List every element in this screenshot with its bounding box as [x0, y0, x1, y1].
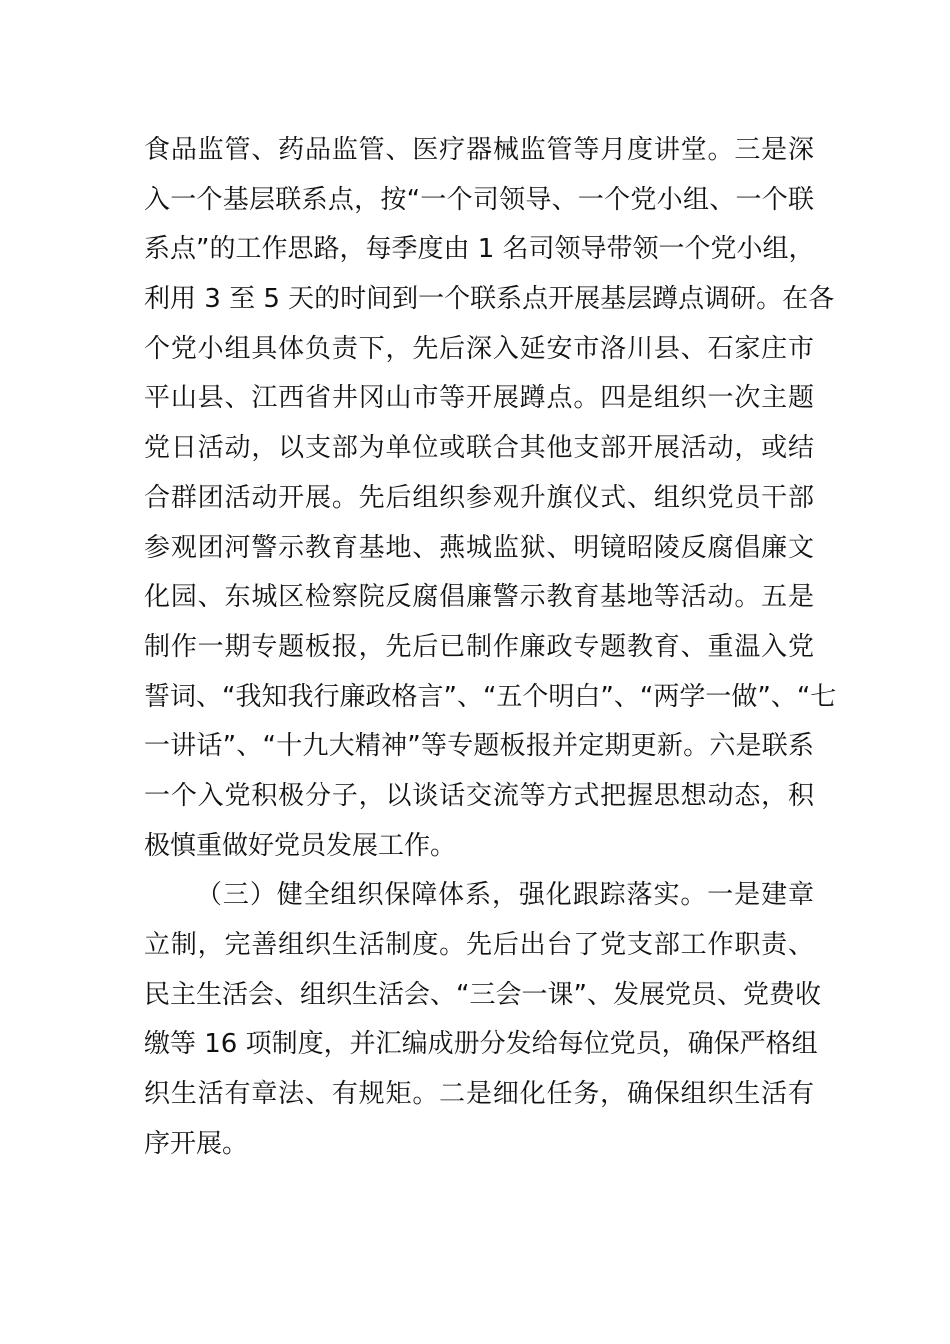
paragraph-end-line: 序开展。 [144, 1128, 249, 1159]
text-line: 系点”的工作思路，每季度由 1 名司领导带领一个党小组， [144, 234, 815, 265]
text-line: 织生活有章法、有规矩。二是细化任务，确保组织生活有 [144, 1079, 814, 1110]
text-line: 一讲话”、“十九大精神”等专题板报并定期更新。六是联系 [144, 731, 814, 762]
text-line: 入一个基层联系点，按“一个司领导、一个党小组、一个联 [144, 184, 814, 215]
text-line: 缴等 16 项制度，并汇编成册分发给每位党员，确保严格组 [144, 1029, 818, 1060]
text-line: 参观团河警示教育基地、燕城监狱、明镜昭陵反腐倡廉文 [144, 532, 814, 563]
text-line: 民主生活会、组织生活会、“三会一课”、发展党员、党费收 [144, 979, 821, 1010]
text-line: 党日活动，以支部为单位或联合其他支部开展活动，或结 [144, 433, 814, 464]
text-line: 一个入党积极分子，以谈话交流等方式把握思想动态，积 [144, 780, 814, 811]
paragraph-end-line: 极慎重做好党员发展工作。 [144, 830, 457, 861]
document-body [144, 126, 837, 1169]
text-line: 利用 3 至 5 天的时间到一个联系点开展基层蹲点调研。在各 [144, 284, 835, 315]
text-line: 平山县、江西省井冈山市等开展蹲点。四是组织一次主题 [144, 383, 814, 414]
text-line: 誓词、“我知我行廉政格言”、“五个明白”、“两学一做”、“七 [144, 681, 837, 712]
section-heading-line: （三）健全组织保障体系，强化跟踪落实。一是建章 [196, 880, 814, 911]
text-line: 食品监管、药品监管、医疗器械监管等月度讲堂。三是深 [144, 135, 814, 165]
text-line: 合群团活动开展。先后组织参观升旗仪式、组织党员干部 [144, 482, 814, 513]
text-line: 化园、东城区检察院反腐倡廉警示教育基地等活动。五是 [144, 582, 814, 613]
text-line: 个党小组具体负责下，先后深入延安市洛川县、石家庄市 [144, 333, 814, 364]
text-line: 立制，完善组织生活制度。先后出台了党支部工作职责、 [144, 930, 814, 960]
text-line: 制作一期专题板报，先后已制作廉政专题教育、重温入党 [144, 631, 814, 662]
